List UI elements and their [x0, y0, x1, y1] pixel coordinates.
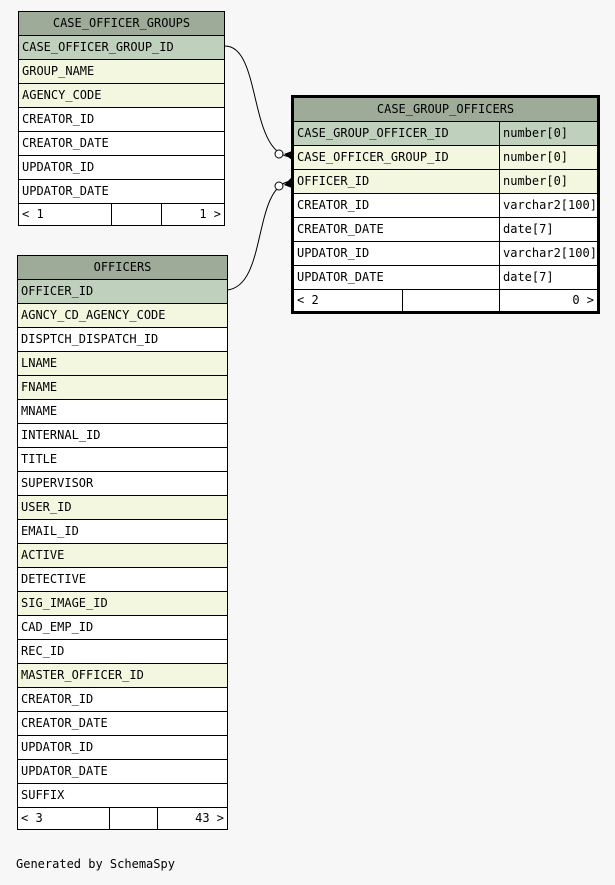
column-name: EMAIL_ID — [18, 520, 228, 544]
column-type: date[7] — [500, 218, 599, 242]
column-name: MASTER_OFFICER_ID — [18, 664, 228, 688]
column-row-creator-id[interactable] — [293, 194, 599, 218]
column-row-updator-date[interactable] — [293, 266, 599, 290]
schemaspy-credit: Generated by SchemaSpy — [16, 857, 175, 871]
cardinality-circle-officer-id — [275, 182, 283, 190]
column-row-cad-emp-id[interactable] — [18, 616, 228, 640]
column-name: SIG_IMAGE_ID — [18, 592, 228, 616]
column-row-rec-id[interactable] — [18, 640, 228, 664]
column-type: varchar2[100] — [500, 242, 599, 266]
column-row-detective[interactable] — [18, 568, 228, 592]
column-row-supervisor[interactable] — [18, 472, 228, 496]
column-name: REC_ID — [18, 640, 228, 664]
column-row-internal-id[interactable] — [18, 424, 228, 448]
column-name: CASE_OFFICER_GROUP_ID — [19, 36, 225, 60]
column-name: OFFICER_ID — [293, 170, 500, 194]
column-name: AGNCY_CD_AGENCY_CODE — [18, 304, 228, 328]
child-count[interactable]: 0 > — [500, 290, 599, 313]
column-row-lname[interactable] — [18, 352, 228, 376]
table-title[interactable]: OFFICERS — [18, 256, 228, 280]
column-row-creator-date[interactable] — [293, 218, 599, 242]
column-name: CREATOR_DATE — [18, 712, 228, 736]
column-type: number[0] — [500, 122, 599, 146]
column-row-creator-id[interactable] — [18, 688, 228, 712]
column-type: number[0] — [500, 170, 599, 194]
column-name: CREATOR_ID — [18, 688, 228, 712]
column-row-disptch-dispatch-id[interactable] — [18, 328, 228, 352]
parent-count[interactable]: < 2 — [293, 290, 403, 313]
column-type: number[0] — [500, 146, 599, 170]
column-name: UPDATOR_ID — [19, 156, 225, 180]
column-row-sig-image-id[interactable] — [18, 592, 228, 616]
column-name: CAD_EMP_ID — [18, 616, 228, 640]
column-name: TITLE — [18, 448, 228, 472]
column-row-updator-date[interactable] — [19, 180, 225, 204]
column-row-updator-id[interactable] — [293, 242, 599, 266]
column-name: CREATOR_ID — [19, 108, 225, 132]
parent-count[interactable]: < 3 — [18, 808, 110, 830]
table-officers[interactable] — [17, 255, 228, 830]
column-name: DETECTIVE — [18, 568, 228, 592]
column-name: CREATOR_ID — [293, 194, 500, 218]
table-footer — [18, 808, 228, 830]
footer-spacer — [112, 204, 162, 226]
cardinality-circle-case-officer-group-id — [275, 150, 283, 158]
column-name: LNAME — [18, 352, 228, 376]
column-name: USER_ID — [18, 496, 228, 520]
column-name: CASE_OFFICER_GROUP_ID — [293, 146, 500, 170]
column-row-updator-id[interactable] — [18, 736, 228, 760]
column-row-creator-date[interactable] — [18, 712, 228, 736]
child-count[interactable]: 1 > — [162, 204, 225, 226]
column-type: varchar2[100] — [500, 194, 599, 218]
column-row-agency-code[interactable] — [19, 84, 225, 108]
table-title[interactable]: CASE_GROUP_OFFICERS — [293, 97, 599, 122]
column-name: SUFFIX — [18, 784, 228, 808]
column-name: ACTIVE — [18, 544, 228, 568]
footer-spacer — [403, 290, 500, 313]
relationship-line-officer-id — [227, 181, 291, 290]
column-row-officer-id[interactable] — [293, 170, 599, 194]
column-row-title[interactable] — [18, 448, 228, 472]
column-name: DISPTCH_DISPATCH_ID — [18, 328, 228, 352]
parent-count[interactable]: < 1 — [19, 204, 112, 226]
column-name: OFFICER_ID — [18, 280, 228, 304]
column-row-suffix[interactable] — [18, 784, 228, 808]
table-footer — [19, 204, 225, 226]
column-name: UPDATOR_DATE — [293, 266, 500, 290]
column-name: UPDATOR_DATE — [19, 180, 225, 204]
table-title[interactable]: CASE_OFFICER_GROUPS — [19, 12, 225, 36]
column-row-updator-id[interactable] — [19, 156, 225, 180]
column-name: SUPERVISOR — [18, 472, 228, 496]
column-row-agncy-cd-agency-code[interactable] — [18, 304, 228, 328]
relationship-line-case-officer-group-id — [225, 46, 291, 157]
column-row-group-name[interactable] — [19, 60, 225, 84]
column-row-user-id[interactable] — [18, 496, 228, 520]
column-row-mname[interactable] — [18, 400, 228, 424]
column-row-fname[interactable] — [18, 376, 228, 400]
child-count[interactable]: 43 > — [158, 808, 228, 830]
column-row-creator-id[interactable] — [19, 108, 225, 132]
column-row-master-officer-id[interactable] — [18, 664, 228, 688]
column-name: UPDATOR_ID — [293, 242, 500, 266]
column-row-updator-date[interactable] — [18, 760, 228, 784]
column-name: INTERNAL_ID — [18, 424, 228, 448]
column-name: UPDATOR_ID — [18, 736, 228, 760]
column-name: MNAME — [18, 400, 228, 424]
column-name: GROUP_NAME — [19, 60, 225, 84]
column-row-case-group-officer-id[interactable] — [293, 122, 599, 146]
column-row-email-id[interactable] — [18, 520, 228, 544]
column-row-officer-id[interactable] — [18, 280, 228, 304]
table-footer — [293, 290, 599, 313]
column-name: AGENCY_CODE — [19, 84, 225, 108]
column-name: UPDATOR_DATE — [18, 760, 228, 784]
column-name: CASE_GROUP_OFFICER_ID — [293, 122, 500, 146]
column-row-active[interactable] — [18, 544, 228, 568]
column-row-case-officer-group-id[interactable] — [19, 36, 225, 60]
table-case-group-officers[interactable] — [291, 95, 600, 314]
column-type: date[7] — [500, 266, 599, 290]
column-row-creator-date[interactable] — [19, 132, 225, 156]
column-row-case-officer-group-id[interactable] — [293, 146, 599, 170]
column-name: CREATOR_DATE — [19, 132, 225, 156]
table-case-officer-groups[interactable] — [18, 11, 225, 226]
column-name: FNAME — [18, 376, 228, 400]
column-name: CREATOR_DATE — [293, 218, 500, 242]
footer-spacer — [110, 808, 158, 830]
